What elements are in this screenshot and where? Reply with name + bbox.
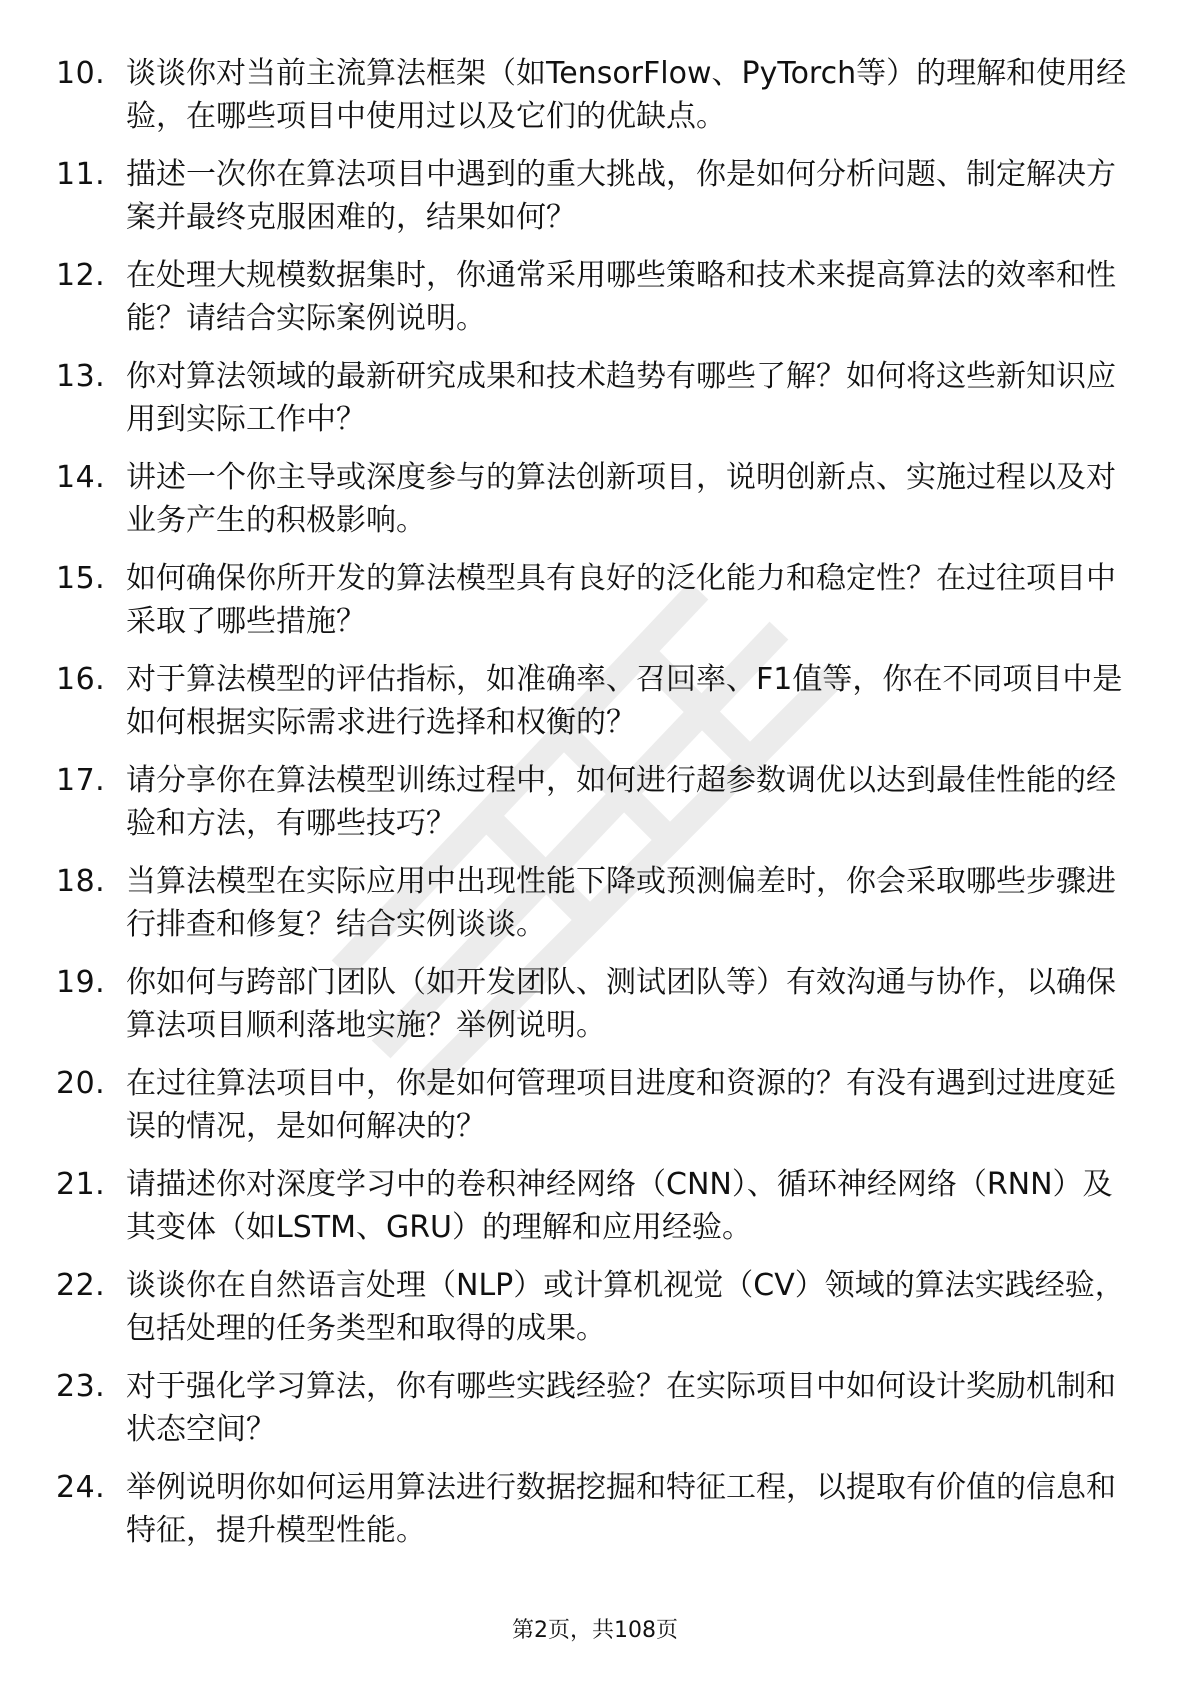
- question-number: 10.: [56, 56, 106, 91]
- question-item: [56, 557, 1136, 658]
- question-item: [56, 1466, 1136, 1567]
- question-number: 16.: [56, 662, 106, 697]
- question-text: 对于强化学习算法，你有哪些实践经验？在实际项目中如何设计奖励机制和状态空间？: [126, 1369, 1116, 1447]
- question-text: 对于算法模型的评估指标，如准确率、召回率、F1值等，你在不同项目中是如何根据实际需求进行选择和权衡的？: [126, 662, 1123, 740]
- question-number: 11.: [56, 157, 106, 192]
- question-item: [56, 355, 1136, 456]
- question-item: [56, 153, 1136, 254]
- question-item: [56, 1365, 1136, 1466]
- question-number: 12.: [56, 258, 106, 293]
- question-text: 你如何与跨部门团队（如开发团队、测试团队等）有效沟通与协作，以确保算法项目顺利落地实施？举例说明。: [126, 965, 1116, 1043]
- question-item: [56, 52, 1136, 153]
- question-number: 18.: [56, 864, 106, 899]
- question-text: 请描述你对深度学习中的卷积神经网络（CNN）、循环神经网络（RNN）及其变体（如LSTM、GRU）的理解和应用经验。: [126, 1167, 1113, 1245]
- question-list: [56, 52, 1136, 1567]
- question-text: 在过往算法项目中，你是如何管理项目进度和资源的？有没有遇到过进度延误的情况，是如何解决的？: [126, 1066, 1116, 1144]
- question-number: 23.: [56, 1369, 106, 1404]
- question-text: 在处理大规模数据集时，你通常采用哪些策略和技术来提高算法的效率和性能？请结合实际案例说明。: [126, 258, 1116, 336]
- question-item: [56, 254, 1136, 355]
- question-text: 谈谈你对当前主流算法框架（如TensorFlow、PyTorch等）的理解和使用经验，在哪些项目中使用过以及它们的优缺点。: [126, 56, 1127, 134]
- question-number: 13.: [56, 359, 106, 394]
- question-item: [56, 456, 1136, 557]
- question-number: 24.: [56, 1470, 106, 1505]
- question-item: [56, 1163, 1136, 1264]
- question-number: 21.: [56, 1167, 106, 1202]
- question-number: 22.: [56, 1268, 106, 1303]
- question-item: [56, 658, 1136, 759]
- question-number: 15.: [56, 561, 106, 596]
- question-item: [56, 1062, 1136, 1163]
- question-number: 17.: [56, 763, 106, 798]
- question-text: 当算法模型在实际应用中出现性能下降或预测偏差时，你会采取哪些步骤进行排查和修复？结合实例谈谈。: [126, 864, 1116, 942]
- question-text: 请分享你在算法模型训练过程中，如何进行超参数调优以达到最佳性能的经验和方法，有哪些技巧？: [126, 763, 1116, 841]
- question-number: 14.: [56, 460, 106, 495]
- question-text: 如何确保你所开发的算法模型具有良好的泛化能力和稳定性？在过往项目中采取了哪些措施？: [126, 561, 1116, 639]
- question-item: [56, 759, 1136, 860]
- question-item: [56, 1264, 1136, 1365]
- page-footer: 第2页，共108页: [512, 1618, 678, 1643]
- question-text: 你对算法领域的最新研究成果和技术趋势有哪些了解？如何将这些新知识应用到实际工作中？: [126, 359, 1116, 437]
- question-text: 举例说明你如何运用算法进行数据挖掘和特征工程，以提取有价值的信息和特征，提升模型性能。: [126, 1470, 1116, 1548]
- question-text: 讲述一个你主导或深度参与的算法创新项目，说明创新点、实施过程以及对业务产生的积极影响。: [126, 460, 1116, 538]
- question-item: [56, 860, 1136, 961]
- question-item: [56, 961, 1136, 1062]
- question-number: 20.: [56, 1066, 106, 1101]
- question-text: 描述一次你在算法项目中遇到的重大挑战，你是如何分析问题、制定解决方案并最终克服困难的，结果如何？: [126, 157, 1116, 235]
- question-text: 谈谈你在自然语言处理（NLP）或计算机视觉（CV）领域的算法实践经验，包括处理的任务类型和取得的成果。: [126, 1268, 1125, 1346]
- question-number: 19.: [56, 965, 106, 1000]
